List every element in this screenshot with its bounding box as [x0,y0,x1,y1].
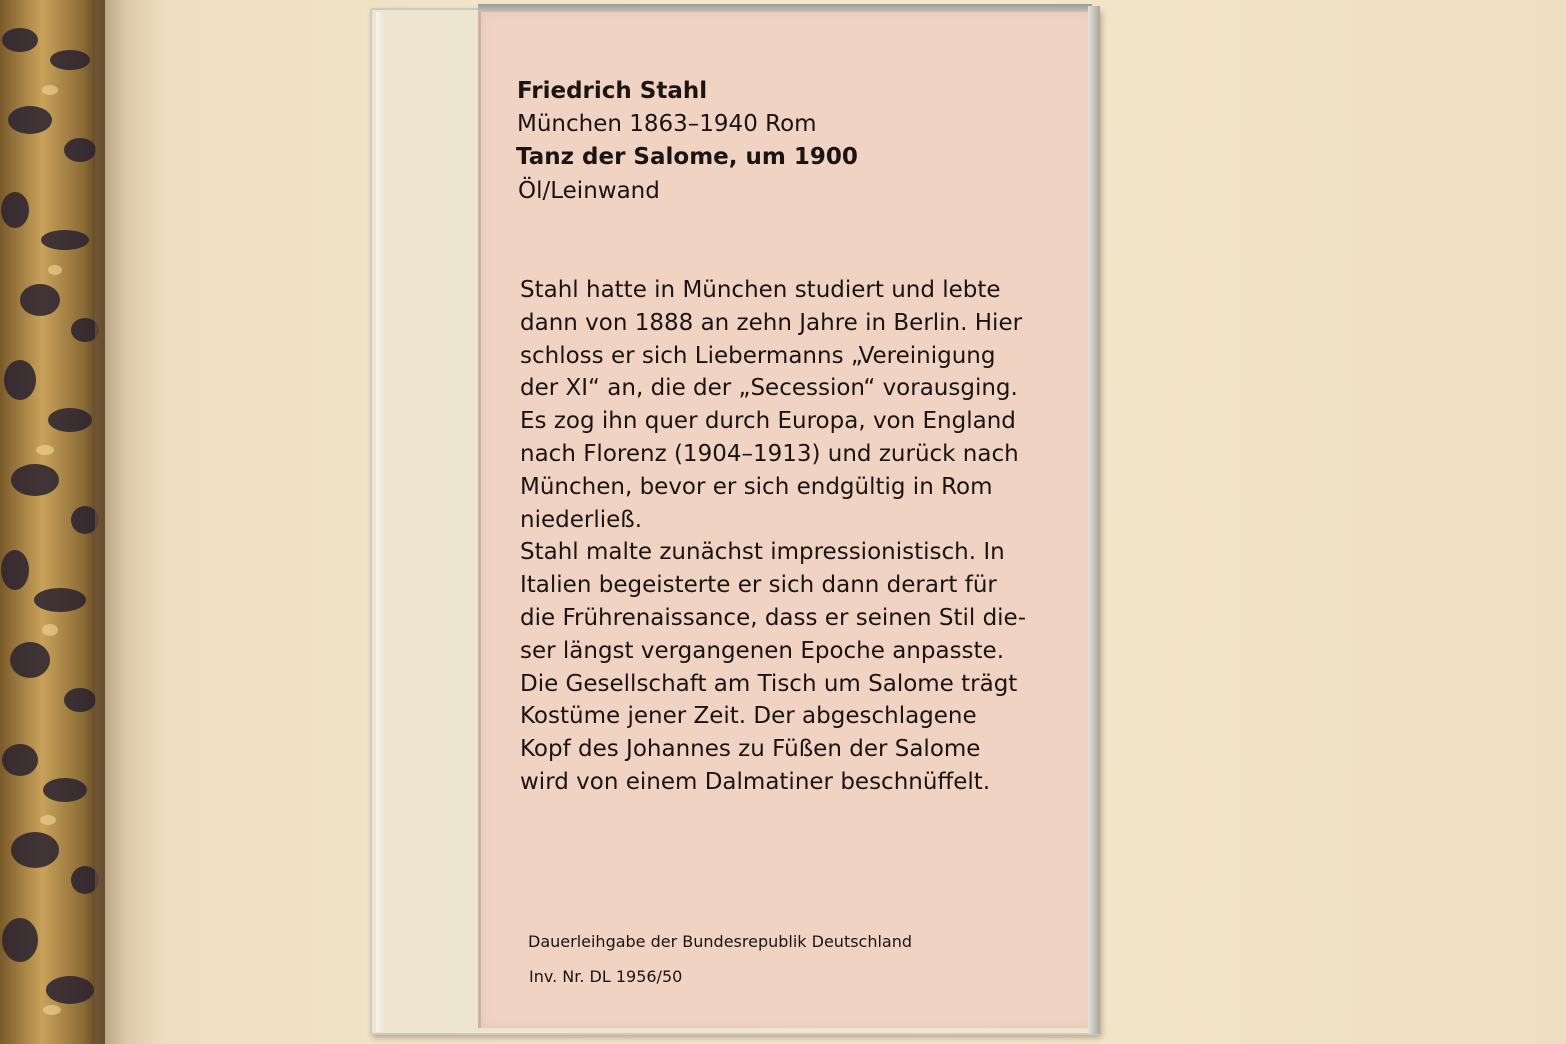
credit-line: Dauerleihgabe der Bundesrepublik Deutschland [528,932,913,951]
description-text [520,274,1060,799]
description-line: Die Gesellschaft am Tisch um Salome trägt [520,670,1018,697]
description-line: ser längst vergangenen Epoche anpasste. [520,637,1005,664]
description-line: Es zog ihn quer durch Europa, von England [520,408,1016,435]
frame-shadow [95,0,165,1044]
artist-life-dates: München 1863–1940 Rom [517,111,817,137]
description-line: wird von einem Dalmatiner beschnüffelt. [520,768,991,795]
description-line: Kopf des Johannes zu Füßen der Salome [520,736,981,763]
artist-name: Friedrich Stahl [517,78,708,104]
description-line: München, bevor er sich endgültig in Rom [520,473,993,500]
description-line: die Frührenaissance, dass er seinen Stil die- [520,604,1027,631]
description-line: der XI“ an, die der „Secession“ vorausging. [520,375,1018,402]
inventory-number: Inv. Nr. DL 1956/50 [529,967,683,986]
description-line: niederließ. [520,506,643,533]
description-line: Stahl hatte in München studiert und lebte [520,277,1001,303]
description-line: Italien begeisterte er sich dann derart für [520,572,997,599]
description-line: dann von 1888 an zehn Jahre in Berlin. Hier [520,309,1023,336]
description-line: schloss er sich Liebermanns „Vereinigung [520,342,996,369]
acrylic-edge-highlight [376,12,386,1032]
description-line: Stahl malte zunächst impressionistisch. In [520,539,1005,566]
description-line: nach Florenz (1904–1913) und zurück nach [520,440,1019,467]
description-line: Kostüme jener Zeit. Der abgeschlagene [520,703,977,730]
holder-right-edge [1088,6,1100,1034]
artwork-title: Tanz der Salome, um 1900 [516,144,858,170]
artwork-medium: Öl/Leinwand [518,178,660,204]
